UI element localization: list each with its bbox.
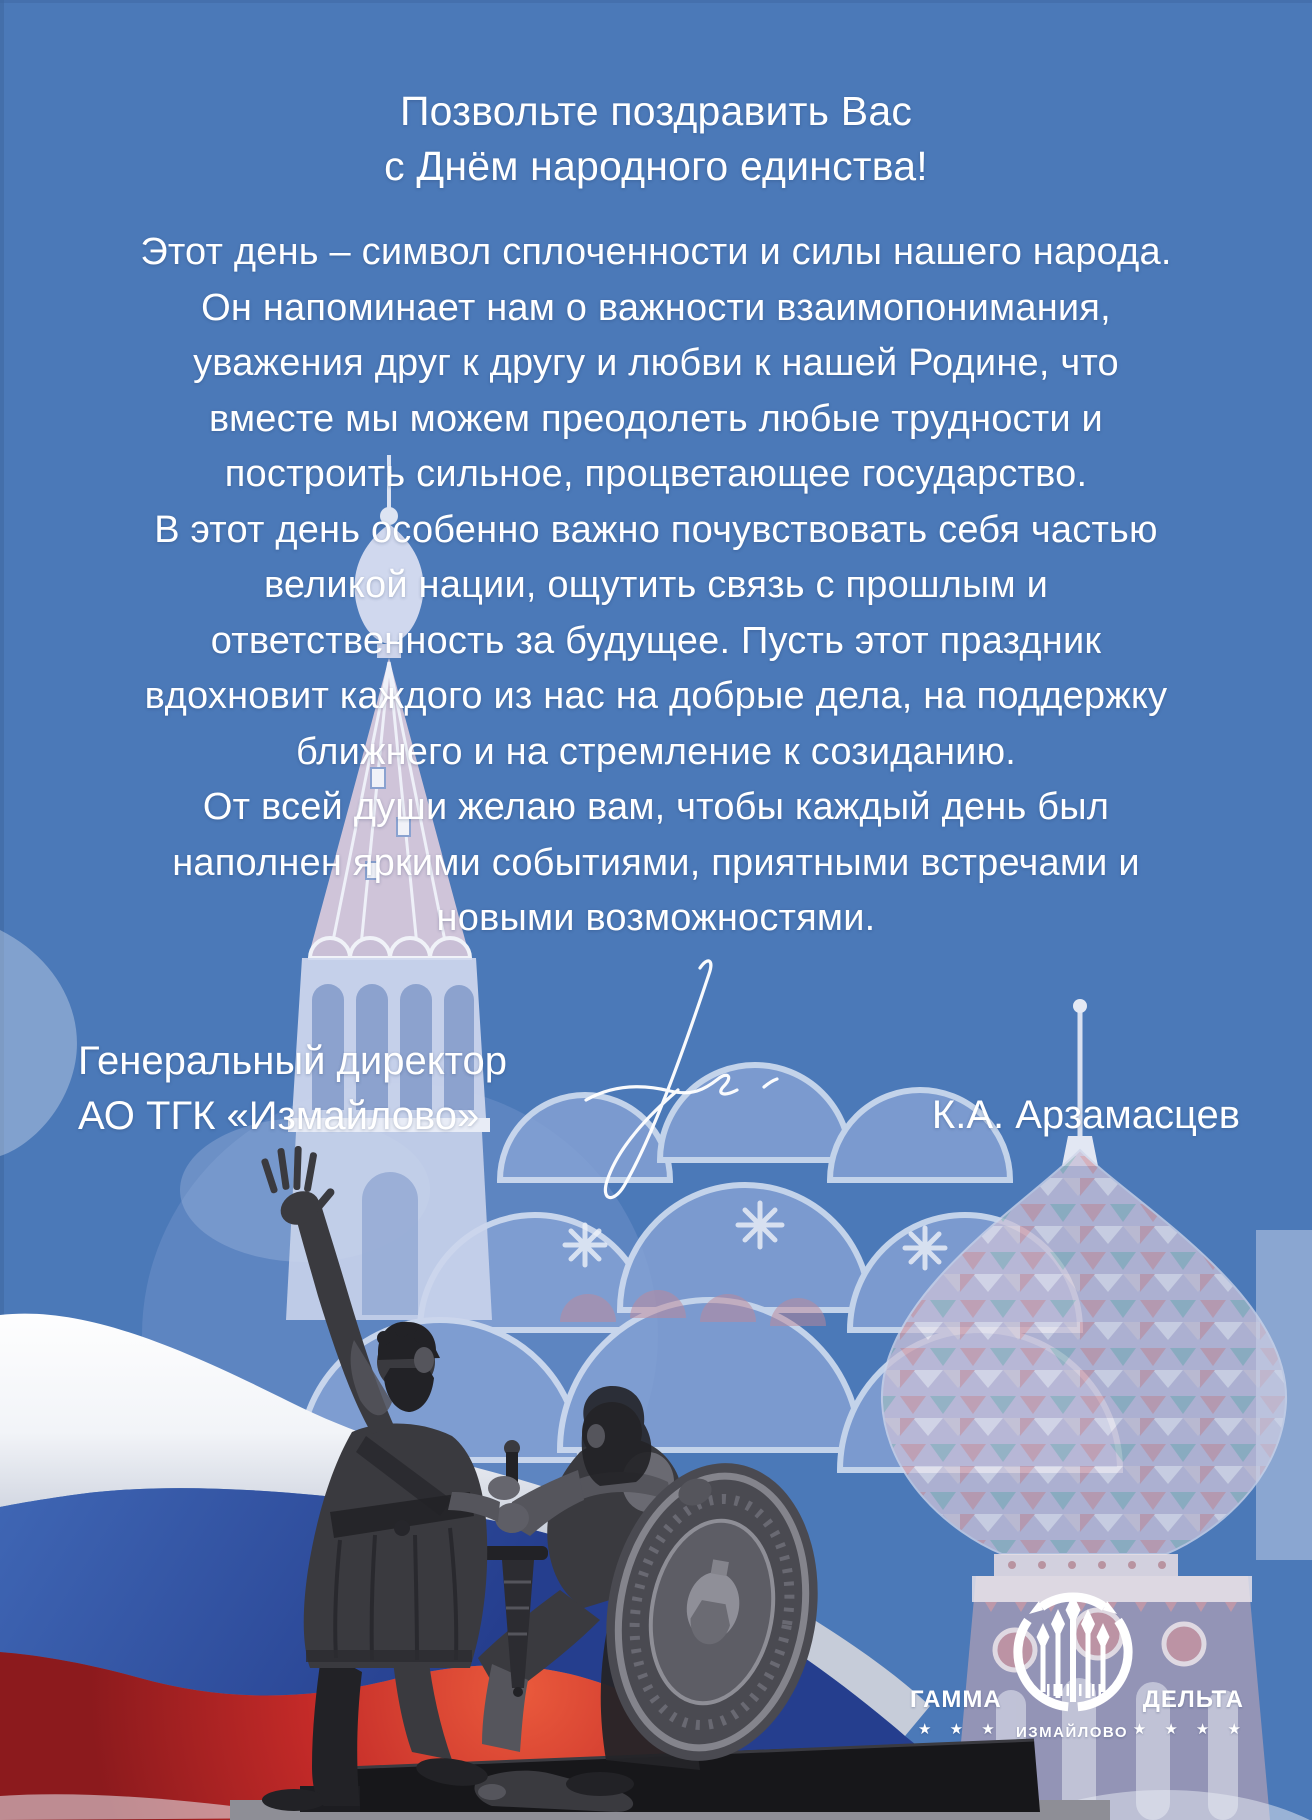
message-line: вместе мы можем преодолеть любые трудности и: [209, 397, 1103, 440]
greeting-title-line2: с Днём народного единства!: [384, 143, 928, 189]
signer-position: [78, 1034, 507, 1144]
message-line: ответственность за будущее. Пусть этот праздник: [210, 619, 1102, 662]
brand-delta: ДЕЛЬТА: [1142, 1686, 1244, 1713]
message-line: наполнен яркими событиями, приятными встречами и: [172, 841, 1140, 884]
signer-name: К.А. Арзамасцев: [931, 1093, 1240, 1137]
brand-gamma: ГАММА: [910, 1686, 1002, 1713]
message-line: уважения друг к другу и любви к нашей Родине, что: [193, 342, 1119, 384]
delta-stars-icon: ★ ★ ★ ★: [1132, 1721, 1248, 1738]
gamma-stars-icon: ★ ★ ★: [918, 1721, 1002, 1738]
message-line: новыми возможностями.: [436, 897, 876, 939]
message-line: великой нации, ощутить связь с прошлым и: [263, 564, 1049, 606]
greeting-title-line1: Позвольте поздравить Вас: [399, 88, 913, 134]
greeting-title: [0, 84, 1312, 194]
signer-position-line1: Генеральный директор: [78, 1039, 508, 1083]
message-line: От всей души желаю вам, чтобы каждый день был: [202, 786, 1110, 828]
message-line: построить сильное, процветающее государство.: [224, 453, 1088, 495]
hotel-logo: [896, 1582, 1248, 1762]
signer-position-line2: АО ТГК «Измайлово»: [78, 1094, 480, 1138]
message-line: В этот день особенно важно почувствовать себя частью: [154, 508, 1158, 551]
message-line: Он напоминает нам о важности взаимопонимания,: [201, 286, 1111, 329]
greeting-message: [0, 225, 1312, 947]
message-line: вдохновит каждого из нас на добрые дела, на поддержку: [144, 675, 1168, 717]
izmailovo-towers-emblem-icon: [1007, 1590, 1139, 1718]
brand-izmailovo: ИЗМАЙЛОВО: [1015, 1724, 1129, 1741]
message-line: Этот день – символ сплоченности и силы нашего народа.: [140, 231, 1172, 273]
message-line: ближнего и на стремление к созиданию.: [295, 730, 1017, 773]
